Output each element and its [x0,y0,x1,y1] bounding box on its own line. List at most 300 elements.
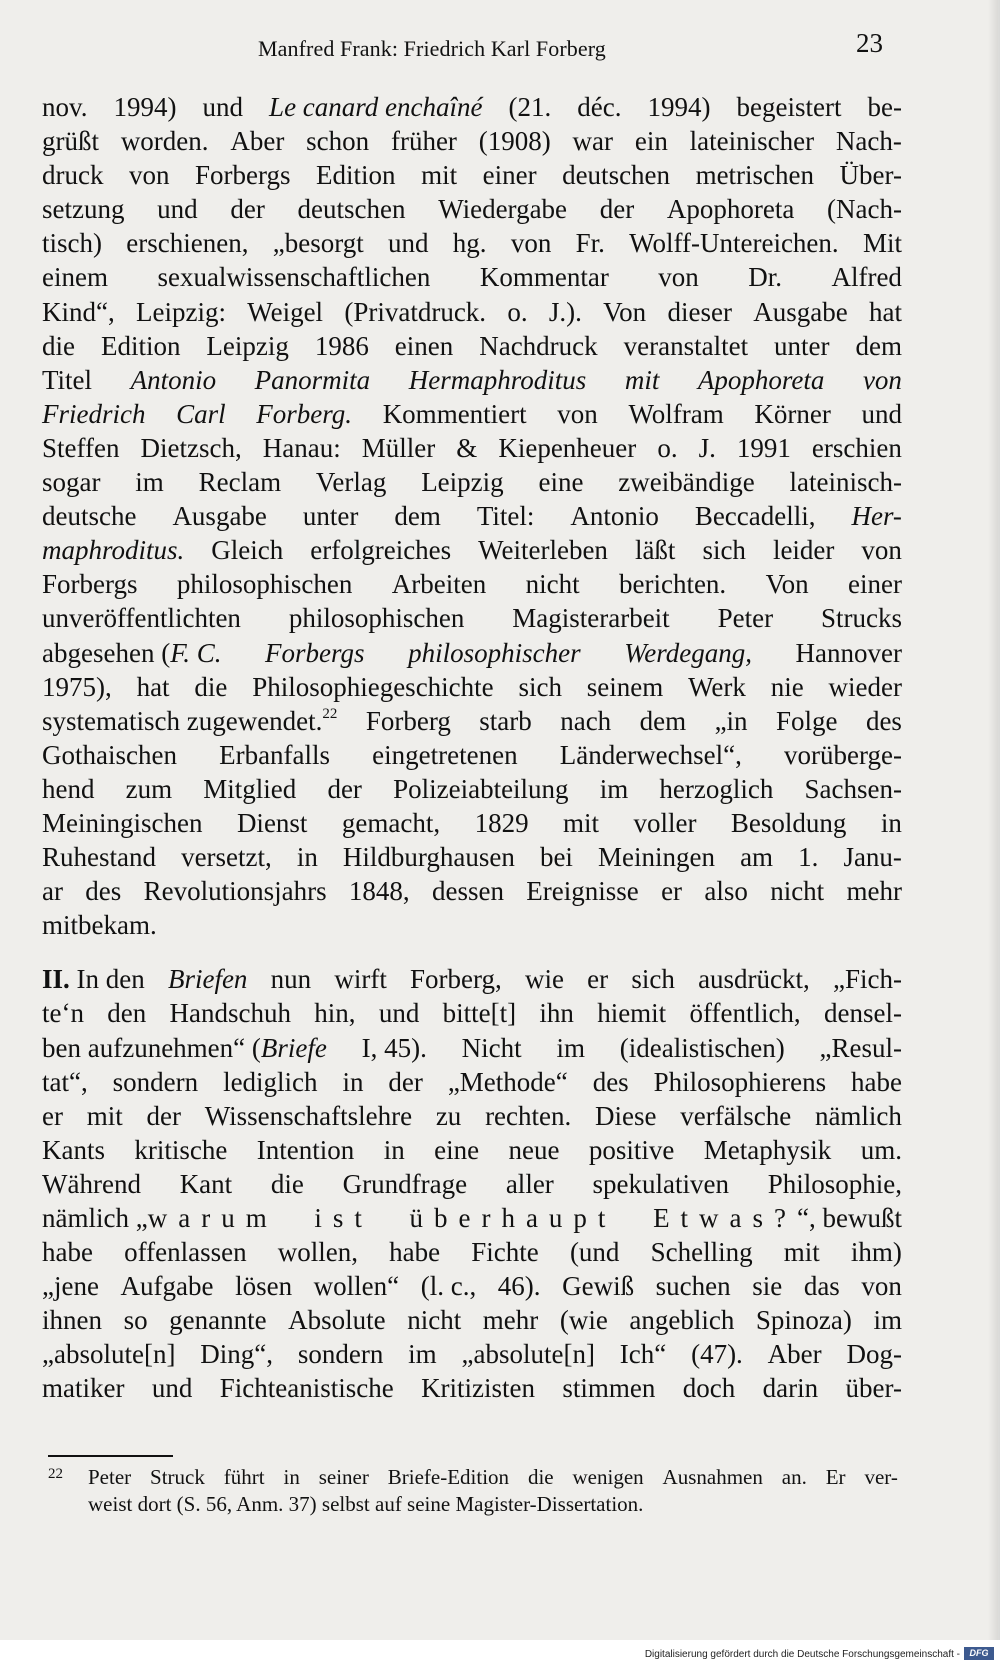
word: positive [588,1134,675,1165]
word: der [230,194,265,225]
word: das [803,1271,840,1302]
italic-word: Forbergs [265,637,365,668]
word: dem [639,705,687,736]
word: neue [508,1134,560,1165]
word: (47). [691,1339,743,1370]
word: & [456,432,478,463]
word: Aber [767,1339,822,1370]
body-text [42,90,902,1406]
word: Forbergs [42,569,138,600]
word: Dog- [846,1339,902,1370]
word: Hanau: [262,432,341,463]
word: im [556,1032,585,1063]
word: Philosophie, [767,1168,902,1199]
footnote-line [88,1491,898,1518]
word: nämlich [814,1100,902,1131]
word: 1. [798,842,819,873]
italic-word: F. C. [170,637,222,668]
word: Magisterarbeit [512,603,670,634]
word: Mit [862,228,902,259]
word: 1975), [42,671,112,702]
word: Intention [256,1134,355,1165]
word: Forberg, [410,964,502,995]
word: Folge [776,705,838,736]
word: (l. c., [420,1271,477,1302]
word: veranstaltet [623,330,749,361]
word: erschienen, [126,228,249,259]
word: Weigel [247,296,324,327]
word: metrischen [695,160,815,191]
word: Strucks [821,603,902,634]
word: öffentlich, [689,998,801,1029]
word: „Fich- [832,964,902,995]
word: hg. [452,228,487,259]
italic-word: Antonio [130,364,217,395]
text-line [42,1235,902,1269]
word: sogar [42,467,101,498]
word: Ausnahmen [662,1465,763,1489]
word: Titel [42,364,93,395]
word: Schelling [650,1237,753,1268]
word: Wolfram [628,398,724,429]
word: ein [634,126,668,157]
word: die [42,330,75,361]
digitization-note: Digitalisierung gefördert durch die Deutsche Forschungsgemeinschaft - [644,1649,960,1660]
text-line [42,806,902,840]
word: von [557,398,598,429]
word: Steffen [42,432,120,463]
word: Grundfrage [342,1168,468,1199]
word: 46). [497,1271,541,1302]
text-line [42,1337,902,1371]
word: voller [633,807,697,838]
word: Forbergs [195,160,291,191]
word: (Privatdruck. [344,296,487,327]
text-line [42,908,902,942]
text-line [42,962,902,996]
word: Hannover [795,637,902,668]
text-line [42,363,902,397]
word: „besorgt [272,228,364,259]
text-line [42,772,902,806]
word: „Methode“ [447,1066,568,1097]
word: o. [507,296,528,327]
word: Beccadelli, [694,501,816,532]
word: J.). [548,296,582,327]
word: hat [868,296,902,327]
word: déc. [577,92,622,122]
word: 1991 [736,432,791,463]
word: worden. [120,126,209,157]
word: spekulativen [592,1168,729,1199]
word: J. [698,432,716,463]
word: ihn [539,998,574,1029]
word: des [865,705,902,736]
word: Kritizisten [421,1373,536,1404]
word: Ausgabe [753,296,848,327]
word: mit [421,160,458,191]
word: offenlassen [124,1237,247,1268]
word: Erbanfalls [219,739,331,770]
word: deutsche [42,501,137,532]
text-line [42,295,902,329]
word: Gleich [211,535,284,566]
word: matiker [42,1373,125,1404]
word: wie [524,964,564,995]
word: in [296,842,318,873]
word: Dietzsch, [140,432,242,463]
word: (1908) [478,126,551,157]
word: Meiningen [598,842,715,873]
word: Ereignisse [526,876,639,907]
word: Nicht [461,1032,522,1063]
word: Kommentiert [382,398,527,429]
word: gemacht, [341,807,441,838]
word: Philosophierens [653,1066,827,1097]
italic-word: Forberg. [256,398,353,429]
word: Etwas?“, bewußt [653,1203,902,1233]
word: Wolff-Untereichen. [629,228,839,259]
word: nach [560,705,612,736]
word: dem [855,330,902,361]
word: so [123,1305,148,1336]
word: nicht [407,1305,462,1336]
word: Nach- [835,126,902,157]
word: in [880,807,902,838]
word: unveröffentlichten [42,603,241,634]
word: der [146,1100,181,1131]
word: herzoglich [659,773,774,804]
word: Weiterleben [478,535,608,566]
word: der [599,194,635,225]
word: unter [302,501,359,532]
word: weist dort (S. 56, Anm. 37) selbst auf seine Magister-Dissertation. [88,1492,644,1516]
word: Von [765,569,809,600]
word: aller [505,1168,554,1199]
word: bitte[t] [442,998,517,1029]
word: (und [569,1237,620,1268]
footnote-rule [48,1455,173,1457]
text-line [42,431,902,465]
italic-word: Le canard enchaîné [269,92,483,122]
word: grüßt [42,126,99,157]
word: deutschen [562,160,671,191]
italic-word: Her- [851,501,902,532]
word: II. In den [42,964,145,995]
word: starb [479,705,532,736]
word: Ding“, [200,1339,274,1370]
word: und [378,998,420,1029]
word: philosophischen [176,569,353,600]
word: er [661,876,683,907]
word: tat“, [42,1066,88,1097]
word: Ruhestand [42,842,156,873]
word: Aber [230,126,285,157]
word: mehr [846,876,902,907]
word: von [658,262,699,293]
word: Kiepenheuer [498,432,637,463]
word: und [151,1373,193,1404]
text-line [42,601,902,635]
word: vorüberge- [784,739,902,770]
word: (wie [559,1305,608,1336]
word: Arbeiten [391,569,487,600]
word: mehr [482,1305,539,1336]
word: unter [774,330,830,361]
word: angeblich [629,1305,735,1336]
word: an. [781,1465,807,1489]
spaced-word: überhaupt [409,1203,617,1233]
word: von [861,1271,902,1302]
word: des [85,876,122,907]
word: Gothaischen [42,739,177,770]
word: (21. [508,92,552,122]
word: rechten. [485,1100,572,1131]
word: Kant [179,1168,233,1199]
word: Polizeiabteilung [393,773,569,804]
word: Kants [42,1134,105,1165]
word: lateinisch- [789,467,902,498]
running-header: Manfred Frank: Friedrich Karl Forberg [258,36,606,61]
word: „jene [42,1271,99,1302]
word: nämlich „warum [42,1203,278,1233]
word: berichten. [618,569,727,600]
text-line [42,670,902,704]
text-line [42,874,902,908]
word: systematisch zugewendet.$^{22}$ [42,705,338,736]
word: ver- [864,1465,898,1489]
word: einer [847,569,902,600]
word: I, 45). [361,1032,427,1063]
italic-word: mit [624,364,660,395]
spaced-word: ist [314,1203,373,1233]
italic-word: Hermaphroditus [408,364,587,395]
word: Briefe-Edition [387,1465,510,1489]
text-line [42,1269,902,1303]
word: mit [563,807,600,838]
word: dem [394,501,441,532]
word: mit [783,1237,820,1268]
word: Apophoreta [666,194,795,225]
word: sich [631,964,675,995]
italic-word: Werdegang, [624,637,752,668]
word: Körner [754,398,831,429]
word: Alfred [831,262,902,293]
word: Struck [150,1465,205,1489]
word: philosophischen [288,603,465,634]
word: eine [538,467,584,498]
word: begeistert [736,92,842,122]
word: Leipzig [421,467,504,498]
text-line [42,636,902,670]
word: die [527,1465,554,1489]
italic-word: von [862,364,902,395]
text-line [42,738,902,772]
word: Hildburghausen [342,842,515,873]
word: be- [867,92,902,122]
word: und [202,92,244,122]
word: Janu- [843,842,902,873]
word: nov. [42,92,88,122]
word: Edition [316,160,396,191]
word: lediglich [223,1066,318,1097]
word: zu [435,1100,462,1131]
word: mit [86,1100,123,1131]
word: Dienst [236,807,308,838]
word: 1994) [647,92,711,122]
footnote-reference[interactable]: 22 [322,705,338,722]
word: mitbekam. [42,910,157,941]
word: te‘n [42,998,84,1029]
word: „absolute[n] [461,1339,595,1370]
word: und [388,228,429,259]
word: wollen“ [313,1271,400,1302]
word: dieser [667,296,732,327]
word: ar [42,876,63,907]
word: im [873,1305,902,1336]
word: am [740,842,774,873]
word: nun [270,964,312,995]
word: Peter [88,1465,132,1489]
text-line [42,1031,902,1065]
word: doch [682,1373,736,1404]
word: Leipzig [206,330,289,361]
word: zum [125,773,173,804]
word: Wiedergabe [438,194,568,225]
word: tisch) [42,228,102,259]
word: sondern [112,1066,199,1097]
word: sondern [297,1339,384,1370]
word: Ausgabe [172,501,267,532]
text-line [42,1133,902,1167]
text-line [42,260,902,294]
text-line [42,1065,902,1099]
word: erfolgreiches [310,535,452,566]
word: Gewiß [562,1271,635,1302]
text-line [42,158,902,192]
word: im [135,467,164,498]
page-number: 23 [856,28,883,58]
word: um. [860,1134,902,1165]
word: also [704,876,748,907]
word: einem [42,262,108,293]
word: er [587,964,609,995]
word: Antonio [570,501,659,532]
word: hat [136,671,170,702]
word: zweibändige [618,467,755,498]
word: Kind“, [42,296,115,327]
word: Philosophiegeschichte [252,671,494,702]
word: ausdrückt, [698,964,810,995]
word: lösen [235,1271,293,1302]
page-edge-shadow [988,0,1000,1640]
italic-word: maphroditus. [42,535,185,566]
word: Länderwechsel“, [559,739,742,770]
word: nicht [770,876,825,907]
text-line [42,567,902,601]
word: Er [825,1465,846,1489]
word: abgesehen (F. C. [42,637,222,668]
word: in [283,1465,300,1489]
italic-word: Briefe [260,1032,327,1063]
word: seinem [586,671,664,702]
word: ihnen [42,1305,102,1336]
word: Während [42,1168,141,1199]
word: einer [482,160,537,191]
word: Sachsen- [804,773,902,804]
word: densel- [823,998,902,1029]
word: Fr. [575,228,605,259]
word: Leipzig: [136,296,226,327]
word: habe [851,1066,902,1097]
word: bei [539,842,573,873]
word: Spinoza) [755,1305,852,1336]
word: wieder [828,671,902,702]
spaced-word: warum [147,1203,278,1233]
text-line [42,192,902,226]
word: Über- [839,160,902,191]
word: über- [845,1373,902,1404]
word: Forberg [365,705,451,736]
section-marker: II. [42,964,70,995]
word: darin [762,1373,819,1404]
word: dessen [431,876,504,907]
word: des [592,1066,629,1097]
word: Ich“ [619,1339,667,1370]
word: habe [42,1237,93,1268]
text-line [42,499,902,533]
word: suchen [655,1271,731,1302]
footnote [48,1464,898,1518]
word: und [861,398,902,429]
word: eine [434,1134,480,1165]
word: genannte [169,1305,267,1336]
word: hiemit [597,998,667,1029]
word: setzung [42,194,125,225]
word: Wissenschaftslehre [204,1100,413,1131]
word: Von [603,296,647,327]
footnote-number: 22 [48,1466,63,1482]
word: erschien [811,432,902,463]
italic-word: Briefen [167,964,248,995]
text-line [42,996,902,1030]
word: 1986 [314,330,369,361]
word: o. [657,432,678,463]
word: die [270,1168,304,1199]
text-line [42,329,902,363]
word: in [342,1066,364,1097]
word: einen [394,330,454,361]
text-line [42,226,902,260]
word: Metaphysik [703,1134,832,1165]
text-line [42,1201,902,1235]
word: wollen, [277,1237,358,1268]
word: Peter [717,603,774,634]
word: (idealistischen) [619,1032,785,1063]
word: von [510,228,552,259]
text-line [42,90,902,124]
text-line [42,1371,902,1405]
word: schon [306,126,370,157]
word: habe [389,1237,441,1268]
word: seiner [318,1465,369,1489]
word: Besoldung [730,807,847,838]
word: der [388,1066,423,1097]
word: Absolute [288,1305,386,1336]
word: versetzt, [181,842,272,873]
italic-word: Apophoreta [697,364,825,395]
word: wenigen [572,1465,644,1489]
